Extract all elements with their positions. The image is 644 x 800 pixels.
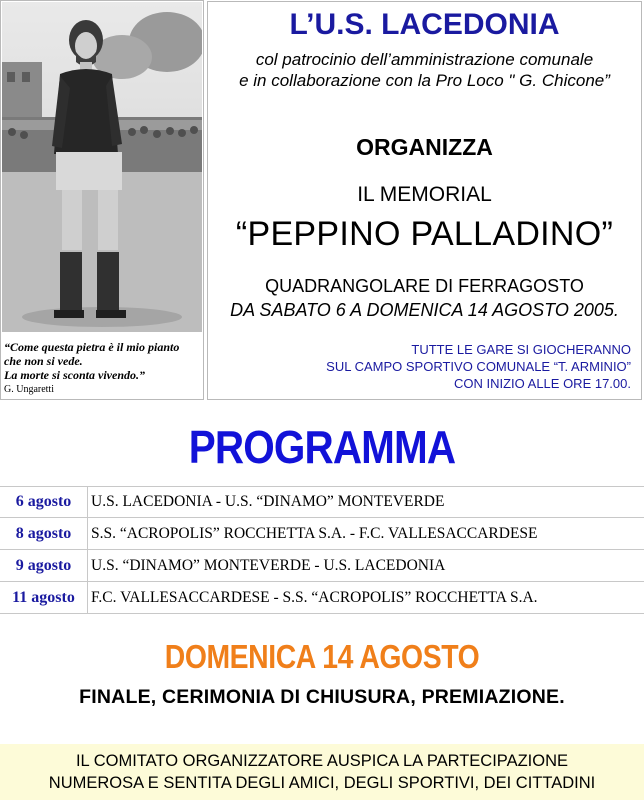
quote-author: G. Ungaretti — [4, 384, 54, 395]
match-teams: U.S. LACEDONIA - U.S. “DINAMO” MONTEVERDE — [91, 493, 445, 510]
table-row — [0, 550, 644, 582]
match-teams: U.S. “DINAMO” MONTEVERDE - U.S. LACEDONIA — [91, 556, 446, 574]
match-date: 9 agosto — [0, 550, 88, 581]
match-teams: F.C. VALLESACCARDESE - S.S. “ACROPOLIS” ROCCHETTA S.A. — [91, 588, 538, 606]
committee-line: IL COMITATO ORGANIZZATORE AUSPICA LA PARTECIPAZIONE — [75, 752, 569, 770]
tournament-dates: DA SABATO 6 A DOMENICA 14 AGOSTO 2005. — [230, 300, 619, 320]
header-panel — [207, 1, 642, 400]
quote-line: “Come questa pietra è il mio pianto — [4, 340, 180, 354]
club-title: L’U.S. LACEDONIA — [289, 8, 560, 41]
table-row — [0, 486, 644, 518]
memorial-name: “PEPPINO PALLADINO” — [235, 215, 614, 253]
table-row — [0, 518, 644, 550]
patronage-line: col patrocinio dell’amministrazione comunale — [255, 50, 594, 69]
committee-notice — [0, 744, 644, 800]
memorial-label: IL MEMORIAL — [357, 183, 492, 206]
match-date: 8 agosto — [0, 518, 88, 549]
match-teams: S.S. “ACROPOLIS” ROCCHETTA S.A. - F.C. VALLESACCARDESE — [91, 524, 538, 542]
match-date: 6 agosto — [0, 487, 88, 517]
final-date: DOMENICA 14 AGOSTO — [164, 638, 480, 675]
player-photo — [2, 2, 202, 332]
quote-line: che non si vede. — [4, 354, 83, 368]
venue-line: TUTTE LE GARE SI GIOCHERANNO — [411, 342, 631, 357]
final-description: FINALE, CERIMONIA DI CHIUSURA, PREMIAZIONE. — [79, 686, 565, 708]
match-date: 11 agosto — [0, 582, 88, 613]
schedule-table — [0, 486, 644, 614]
collaboration-line: e in collaborazione con la Pro Loco " G. Chicone” — [239, 71, 610, 90]
committee-line: NUMEROSA E SENTITA DEGLI AMICI, DEGLI SPORTIVI, DEI CITTADINI — [48, 774, 596, 792]
organizza-heading: ORGANIZZA — [356, 134, 493, 160]
venue-line: SUL CAMPO SPORTIVO COMUNALE “T. ARMINIO” — [326, 359, 631, 374]
tournament-type: QUADRANGOLARE DI FERRAGOSTO — [265, 276, 584, 296]
quote-line: La morte si sconta vivendo.” — [4, 368, 145, 382]
program-title: PROGRAMMA — [188, 421, 456, 473]
quote-block — [4, 340, 204, 396]
table-row — [0, 582, 644, 614]
venue-line: CON INIZIO ALLE ORE 17.00. — [453, 376, 631, 391]
photo-panel — [0, 0, 204, 400]
